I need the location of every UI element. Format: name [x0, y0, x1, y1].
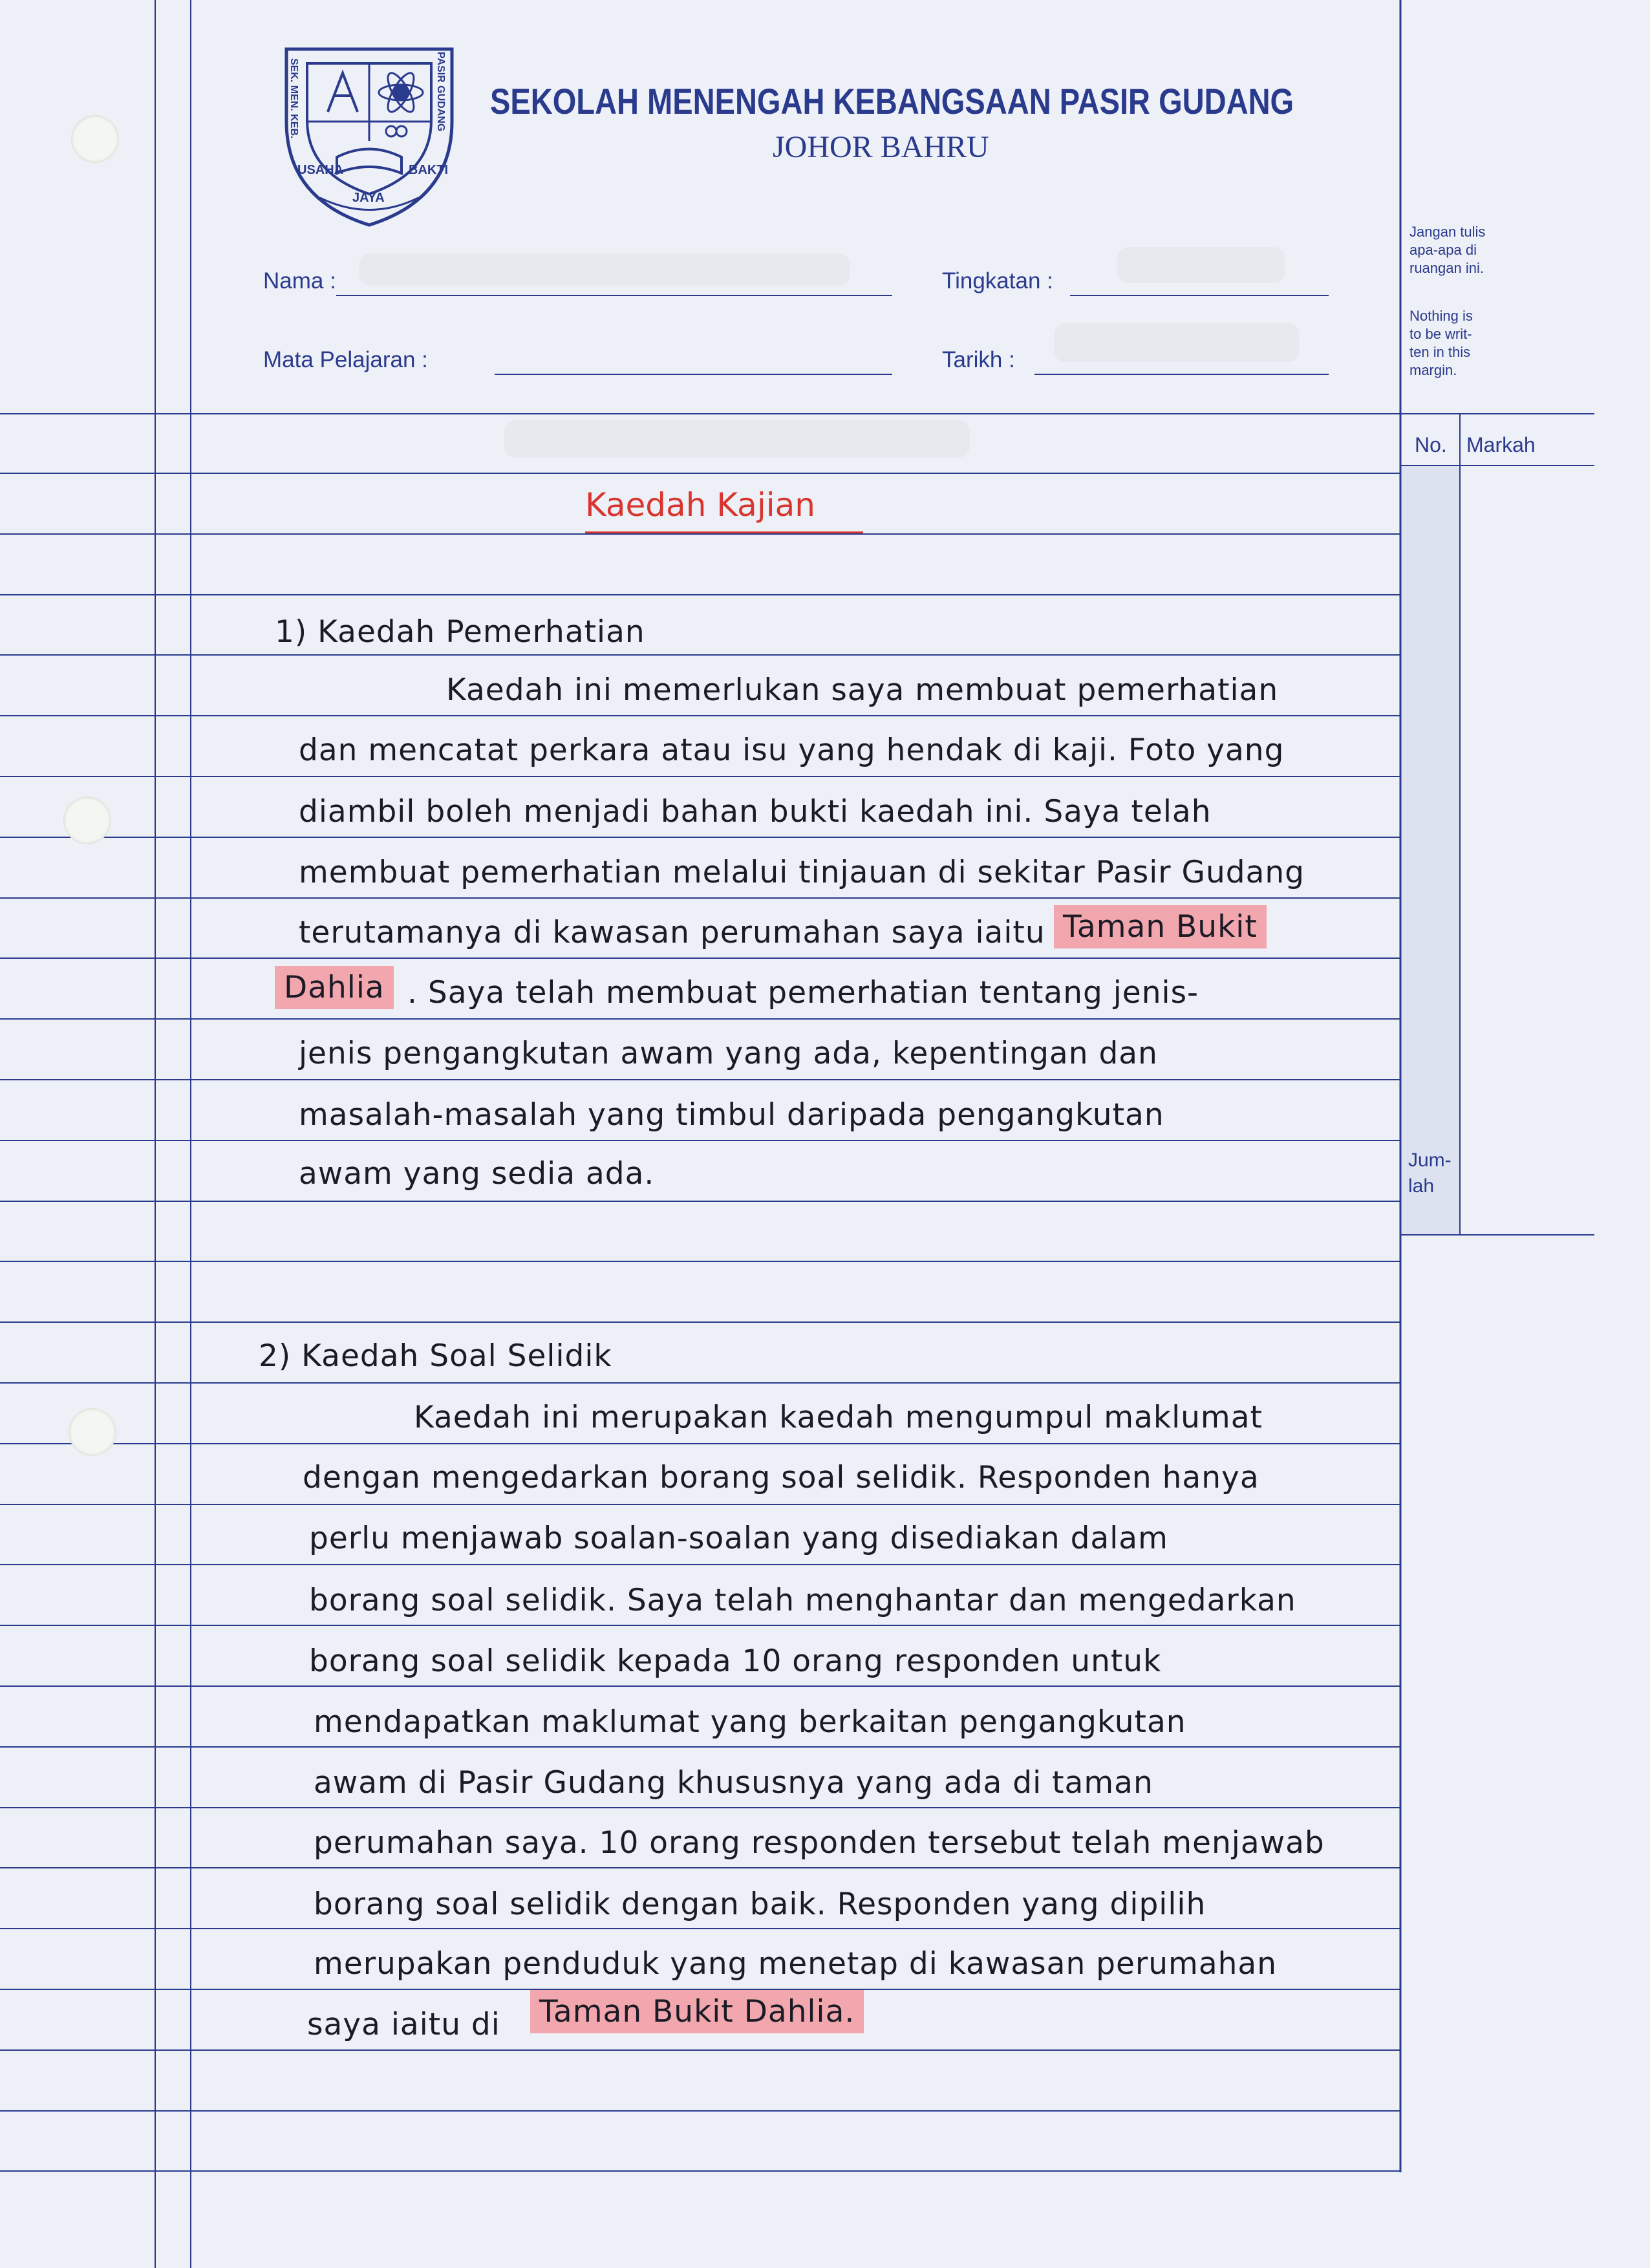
section-1-line: Kaedah ini memerlukan saya membuat pemerhatian	[446, 672, 1279, 708]
section-2-line: borang soal selidik kepada 10 orang responden untuk	[309, 1643, 1162, 1679]
tarikh-label: Tarikh :	[942, 347, 1015, 372]
nama-field-line[interactable]	[336, 295, 892, 296]
margin-note-ms: Jangan tulis apa-apa di ruangan ini.	[1409, 224, 1486, 276]
crest-motto-left: USAHA	[297, 163, 344, 177]
nama-label: Nama :	[263, 268, 336, 294]
section-2-line: borang soal selidik dengan baik. Responden yang dipilih	[314, 1887, 1206, 1922]
crest-motto-right: BAKTI	[409, 163, 449, 177]
section-1-heading: 1) Kaedah Pemerhatian	[275, 614, 645, 650]
margin-note-en: Nothing is to be writ- ten in this margin.	[1409, 308, 1473, 378]
mata-pelajaran-label: Mata Pelajaran :	[263, 347, 428, 372]
punch-hole	[69, 1408, 116, 1456]
school-name: SEKOLAH MENENGAH KEBANGSAAN PASIR GUDANG	[490, 81, 1294, 122]
tarikh-field-line[interactable]	[1034, 374, 1329, 375]
title-underline	[585, 531, 863, 533]
punch-hole	[71, 115, 119, 163]
section-2-line: merupakan penduduk yang menetap di kawasan perumahan	[314, 1946, 1277, 1982]
margin-jumlah: Jum- lah	[1408, 1150, 1452, 1197]
section-1-line: membuat pemerhatian melalui tinjauan di sekitar Pasir Gudang	[299, 855, 1305, 890]
section-2-line: saya iaitu di	[307, 2007, 500, 2042]
tarikh-redacted	[1054, 323, 1300, 362]
section-2-line: awam di Pasir Gudang khususnya yang ada di taman	[314, 1765, 1153, 1801]
tingkatan-field-line[interactable]	[1070, 295, 1329, 296]
section-2-line: mendapatkan maklumat yang berkaitan pengangkutan	[314, 1704, 1186, 1740]
page-title: Kaedah Kajian	[585, 486, 815, 524]
section-1-line: diambil boleh menjadi bahan bukti kaedah ini. Saya telah	[299, 794, 1212, 829]
crest-ring-left: SEK. MEN. KEB.	[288, 58, 299, 139]
section-2-line: Kaedah ini merupakan kaedah mengumpul maklumat	[414, 1400, 1263, 1435]
section-1-line: masalah-masalah yang timbul daripada pengangkutan	[299, 1097, 1164, 1133]
highlighted-place-name: Dahlia	[275, 966, 394, 1009]
section-2-line: perumahan saya. 10 orang responden tersebut telah menjawab	[314, 1825, 1325, 1861]
punch-hole	[63, 797, 111, 844]
section-2-line: dengan mengedarkan borang soal selidik. Responden hanya	[303, 1460, 1259, 1495]
margin-col-no: No.	[1415, 433, 1447, 456]
margin-col-markah: Markah	[1466, 433, 1536, 456]
section-1-line: terutamanya di kawasan perumahan saya iaitu	[299, 915, 1045, 950]
section-1-line: . Saya telah membuat pemerhatian tentang jenis-	[407, 975, 1199, 1011]
tingkatan-redacted	[1117, 247, 1285, 283]
section-2-line: borang soal selidik. Saya telah menghantar dan mengedarkan	[309, 1583, 1296, 1618]
highlighted-place-name: Taman Bukit	[1054, 905, 1267, 948]
section-1-line: dan mencatat perkara atau isu yang hendak di kaji. Foto yang	[299, 733, 1285, 768]
crest-ring-right: PASIR GUDANG	[435, 52, 446, 132]
school-city: JOHOR BAHRU	[773, 130, 989, 164]
section-1-line: awam yang sedia ada.	[299, 1156, 655, 1192]
crest-motto-center: JAYA	[352, 191, 385, 205]
tingkatan-label: Tingkatan :	[942, 268, 1053, 294]
line-redacted	[504, 420, 970, 458]
section-2-heading: 2) Kaedah Soal Selidik	[259, 1338, 612, 1374]
section-2-line: perlu menjawab soalan-soalan yang disediakan dalam	[309, 1521, 1168, 1556]
highlighted-place-name: Taman Bukit Dahlia.	[530, 1990, 864, 2033]
mata-pelajaran-field-line[interactable]	[495, 374, 892, 375]
nama-redacted	[359, 253, 850, 286]
section-1-line: jenis pengangkutan awam yang ada, kepentingan dan	[299, 1036, 1158, 1071]
